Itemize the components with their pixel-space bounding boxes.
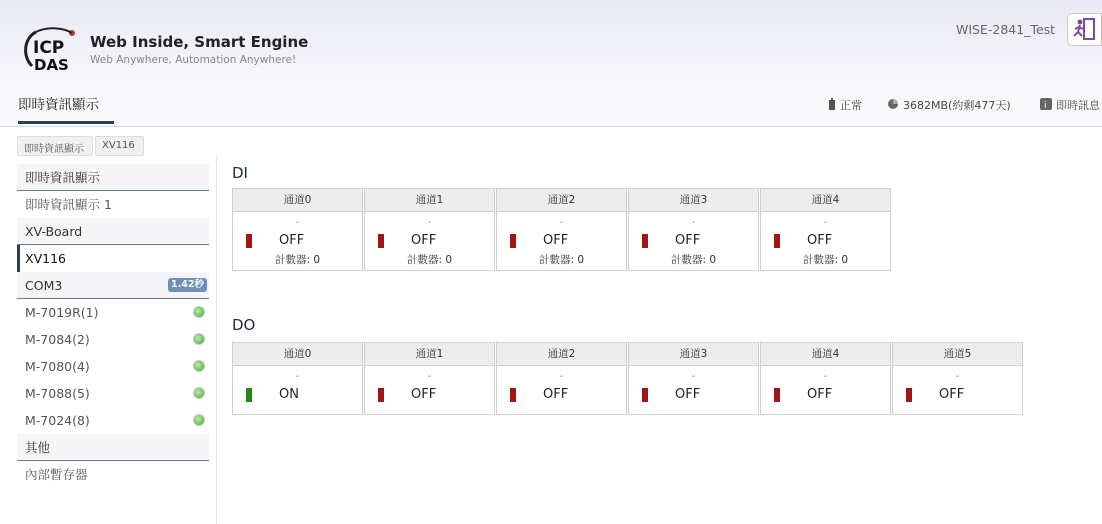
di-channel-name: 通道4 [761,189,890,212]
sidebar-item-module[interactable] [17,407,209,434]
sidebar-item-module[interactable] [17,326,209,353]
do-channel-value: OFF [543,387,569,402]
di-channel-value: OFF [543,233,569,248]
do-channel-row [232,342,1024,415]
do-channel-card [628,342,759,415]
battery-icon [828,98,836,113]
sidebar-item-module[interactable] [17,353,209,380]
spacer [761,406,890,414]
di-channel-value: OFF [807,233,833,248]
do-channel-value: OFF [411,387,437,402]
logo-text-top: ICP [33,38,65,58]
tab-realtime-info[interactable]: 即時資訊顯示 [18,93,114,124]
di-channel-name: 通道1 [365,189,494,212]
do-channel-name: 通道3 [629,343,758,366]
module-label: M-7019R(1) [25,305,99,320]
do-channel-state[interactable] [893,384,1022,406]
info-icon [1040,98,1052,113]
di-channel-card [232,188,363,271]
battery-status-text: 正常 [840,99,862,112]
spacer [893,406,1022,414]
poll-time-badge: 1.42秒 [168,278,207,292]
do-channel-card [496,342,627,415]
state-led-icon [378,388,384,402]
di-channel-card [496,188,627,271]
do-channel-desc: - [295,371,300,382]
sidebar-section-xv-board[interactable]: XV-Board [17,218,209,245]
do-channel-name: 通道1 [365,343,494,366]
do-channel-name: 通道5 [893,343,1022,366]
brand-title: Web Inside, Smart Engine [90,33,309,51]
do-channel-desc: - [823,371,828,382]
state-led-icon [510,388,516,402]
spacer [365,406,494,414]
di-channel-state [629,230,758,252]
state-led-icon [246,388,252,402]
sidebar-section-other[interactable]: 其他 [17,434,209,461]
module-label: M-7084(2) [25,332,90,347]
sidebar-item-xv116[interactable]: XV116 [17,245,209,272]
sidebar-item-module[interactable] [17,380,209,407]
sidebar-section-realtime[interactable]: 即時資訊顯示 [17,164,209,191]
device-name: WISE-2841_Test [956,22,1056,37]
status-ok-icon [193,306,205,318]
di-channel-card [628,188,759,271]
spacer [233,406,362,414]
messages-text: 即時訊息 [1056,99,1100,112]
content-divider [216,156,217,524]
di-channel-value: OFF [675,233,701,248]
logo-text-bottom: DAS [34,56,69,72]
do-channel-state[interactable] [365,384,494,406]
spacer [629,406,758,414]
status-ok-icon [193,387,205,399]
do-channel-state[interactable] [497,384,626,406]
status-ok-icon [193,360,205,372]
storage-status [887,97,1011,113]
di-channel-state [365,230,494,252]
sidebar-section-com3[interactable] [17,272,209,299]
di-channel-counter: 計數器: 0 [538,254,585,266]
module-label: M-7080(4) [25,359,90,374]
di-section-title: DI [232,164,248,182]
di-channel-counter: 計數器: 0 [802,254,849,266]
do-channel-value: OFF [939,387,965,402]
state-led-icon [246,234,252,248]
di-channel-state [761,230,890,252]
sidebar-item-realtime-1[interactable]: 即時資訊顯示 1 [25,197,112,212]
di-channel-name: 通道2 [497,189,626,212]
exit-door-icon [1068,14,1101,45]
icpdas-logo [20,26,80,72]
brand-subtitle: Web Anywhere, Automation Anywhere! [90,54,297,66]
di-channel-value: OFF [411,233,437,248]
di-channel-desc: - [427,217,432,228]
do-channel-state[interactable] [233,384,362,406]
do-channel-desc: - [955,371,960,382]
do-section-title: DO [232,316,256,334]
di-channel-name: 通道0 [233,189,362,212]
di-channel-desc: - [823,217,828,228]
do-channel-state[interactable] [629,384,758,406]
sidebar-section-com3-label: COM3 [25,278,63,293]
di-channel-desc: - [559,217,564,228]
breadcrumb-item[interactable]: 即時資訊顯示 [17,136,93,156]
state-led-icon [774,234,780,248]
battery-status [828,97,862,113]
do-channel-name: 通道0 [233,343,362,366]
di-channel-counter: 計數器: 0 [670,254,717,266]
state-led-icon [774,388,780,402]
di-channel-name: 通道3 [629,189,758,212]
breadcrumb [17,136,146,156]
di-channel-desc: - [691,217,696,228]
do-channel-name: 通道4 [761,343,890,366]
do-channel-card [760,342,891,415]
storage-icon [887,98,899,113]
state-led-icon [378,234,384,248]
do-channel-card [232,342,363,415]
do-channel-desc: - [559,371,564,382]
do-channel-card [364,342,495,415]
di-channel-state [497,230,626,252]
status-ok-icon [193,414,205,426]
sidebar-item-module[interactable] [17,299,209,326]
sidebar-item-internal-registers[interactable]: 內部暫存器 [25,467,88,482]
di-channel-row [232,188,892,271]
di-channel-value: OFF [279,233,305,248]
di-channel-card [364,188,495,271]
status-ok-icon [193,333,205,345]
module-label: M-7024(8) [25,413,90,428]
do-channel-value: ON [279,387,299,402]
do-channel-card [892,342,1023,415]
header [0,0,1102,127]
di-channel-card [760,188,891,271]
logout-button[interactable] [1067,13,1102,46]
di-channel-counter: 計數器: 0 [274,254,321,266]
do-channel-name: 通道2 [497,343,626,366]
di-channel-desc: - [295,217,300,228]
state-led-icon [642,234,648,248]
do-channel-value: OFF [807,387,833,402]
sidebar [17,164,209,488]
di-channel-state [233,230,362,252]
state-led-icon [642,388,648,402]
di-channel-counter: 計數器: 0 [406,254,453,266]
state-led-icon [906,388,912,402]
do-channel-value: OFF [675,387,701,402]
messages-link[interactable] [1040,97,1100,113]
state-led-icon [510,234,516,248]
do-channel-state[interactable] [761,384,890,406]
storage-status-text: 3682MB(約剩477天) [903,99,1011,112]
spacer [497,406,626,414]
do-channel-desc: - [691,371,696,382]
module-label: M-7088(5) [25,386,90,401]
svg-text:i: i [1044,100,1047,110]
breadcrumb-item[interactable]: XV116 [95,136,144,156]
do-channel-desc: - [427,371,432,382]
